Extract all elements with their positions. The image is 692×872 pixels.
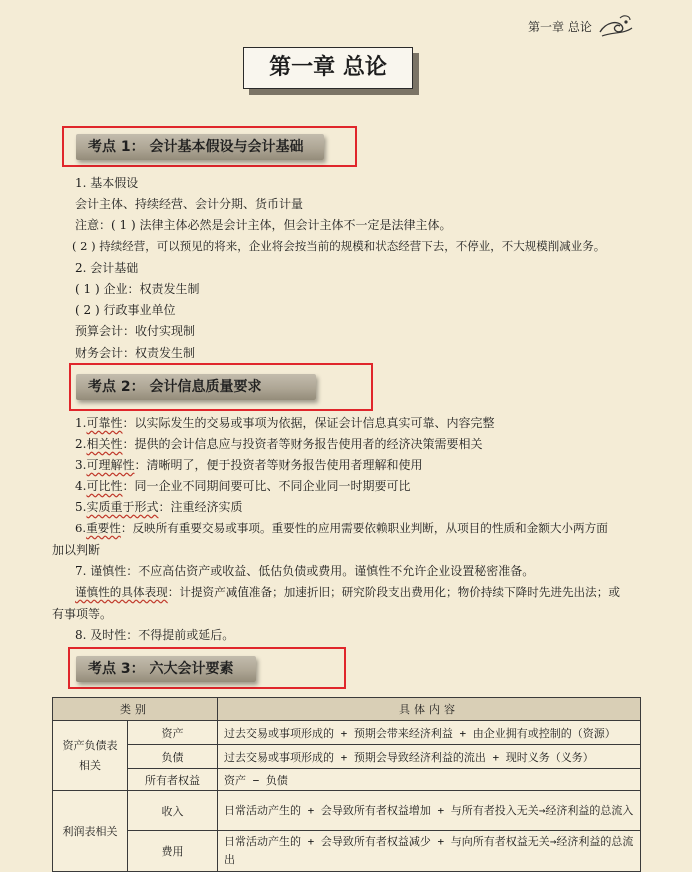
section-tag-2: 考点 2： 会计信息质量要求 <box>76 374 316 400</box>
text-line: 财务会计：权责发生制 <box>75 346 196 360</box>
group-balance-sheet: 资产负债表相关 <box>53 721 128 791</box>
item-num: 6. <box>75 521 87 535</box>
quality-item-7-detail <box>75 584 620 600</box>
item-term: 可比性 <box>86 479 123 493</box>
item-term: 可理解性 <box>86 458 135 472</box>
quality-item-3 <box>75 457 422 473</box>
quality-item-2 <box>75 436 482 452</box>
text-line: 注意：( 1 ) 法律主体必然是会计主体，但会计主体不一定是法律主体。 <box>75 218 452 232</box>
element-name: 资产 <box>128 721 218 745</box>
item-text: ：计提资产减值准备；加速折旧；研究阶段支出费用化；物价持续下降时先进先出法；或 <box>167 585 620 599</box>
quality-item-4 <box>75 478 410 494</box>
ornament-icon <box>596 10 636 40</box>
element-name: 所有者权益 <box>128 769 218 791</box>
elements-table <box>52 697 641 872</box>
text-line: 会计主体、持续经营、会计分期、货币计量 <box>75 197 304 211</box>
item-num: 5. <box>75 500 87 514</box>
item-term: 实质重于形式 <box>86 500 159 514</box>
quality-item-7: 7. 谨慎性：不应高估资产或收益、低估负债或费用。谨慎性不允许企业设置秘密准备。 <box>75 564 535 578</box>
text-line: 2. 会计基础 <box>75 261 139 275</box>
element-content: 日常活动产生的 + 会导致所有者权益减少 + 与向所有者权益无关→经济利益的总流出 <box>218 831 641 872</box>
item-text: ：注重经济实质 <box>158 500 243 514</box>
quality-item-6 <box>75 520 608 536</box>
running-header: 第一章 总论 <box>528 20 592 34</box>
element-content: 过去交易或事项形成的 + 预期会导致经济利益的流出 + 现时义务（义务） <box>218 745 641 769</box>
text-line: 预算会计：收付实现制 <box>75 324 196 338</box>
item-text: ：清晰明了，便于投资者等财务报告使用者理解和使用 <box>134 458 423 472</box>
item-num: 1. <box>75 416 87 430</box>
element-content: 日常活动产生的 + 会导致所有者权益增加 + 与所有者投入无关→经济利益的总流入 <box>218 791 641 831</box>
element-name: 费用 <box>128 831 218 872</box>
item-text: ：以实际发生的交易或事项为依据，保证会计信息真实可靠、内容完整 <box>122 416 495 430</box>
table-header-category: 类别 <box>53 698 218 721</box>
item-text: ：同一企业不同期间要可比、不同企业同一时期要可比 <box>122 479 411 493</box>
text-line: 加以判断 <box>52 543 101 557</box>
item-text: ：提供的会计信息应与投资者等财务报告使用者的经济决策需要相关 <box>122 437 483 451</box>
item-term: 可靠性 <box>86 416 123 430</box>
item-term: 谨慎性的具体表现 <box>75 585 168 599</box>
item-num: 2. <box>75 437 87 451</box>
section-tag-3: 考点 3： 六大会计要素 <box>76 656 256 682</box>
section-tag-1: 考点 1： 会计基本假设与会计基础 <box>76 134 324 160</box>
item-num: 3. <box>75 458 87 472</box>
element-name: 收入 <box>128 791 218 831</box>
element-content: 过去交易或事项形成的 + 预期会带来经济利益 + 由企业拥有或控制的（资源） <box>218 721 641 745</box>
text-line: ( 2 ) 持续经营，可以预见的将来，企业将会按当前的规模和状态经营下去，不停业，不大规模削减业务。 <box>72 239 606 253</box>
group-income-statement: 利润表相关 <box>53 791 128 872</box>
element-content: 资产 − 负债 <box>218 769 641 791</box>
item-term: 重要性 <box>86 521 121 535</box>
text-line: 1. 基本假设 <box>75 176 139 190</box>
item-text: ：反映所有重要交易或事项。重要性的应用需要依赖职业判断，从项目的性质和金额大小两方面 <box>120 521 608 535</box>
item-term: 相关性 <box>86 437 123 451</box>
text-line: ( 1 ) 企业：权责发生制 <box>75 282 200 296</box>
quality-item-5 <box>75 499 242 515</box>
chapter-title: 第一章 总论 <box>243 47 413 89</box>
element-name: 负债 <box>128 745 218 769</box>
text-line: 有事项等。 <box>52 607 113 621</box>
quality-item-8: 8. 及时性：不得提前或延后。 <box>75 628 235 642</box>
quality-item-1 <box>75 415 494 431</box>
table-header-content: 具体内容 <box>218 698 641 721</box>
item-num: 4. <box>75 479 87 493</box>
text-line: ( 2 ) 行政事业单位 <box>75 303 176 317</box>
